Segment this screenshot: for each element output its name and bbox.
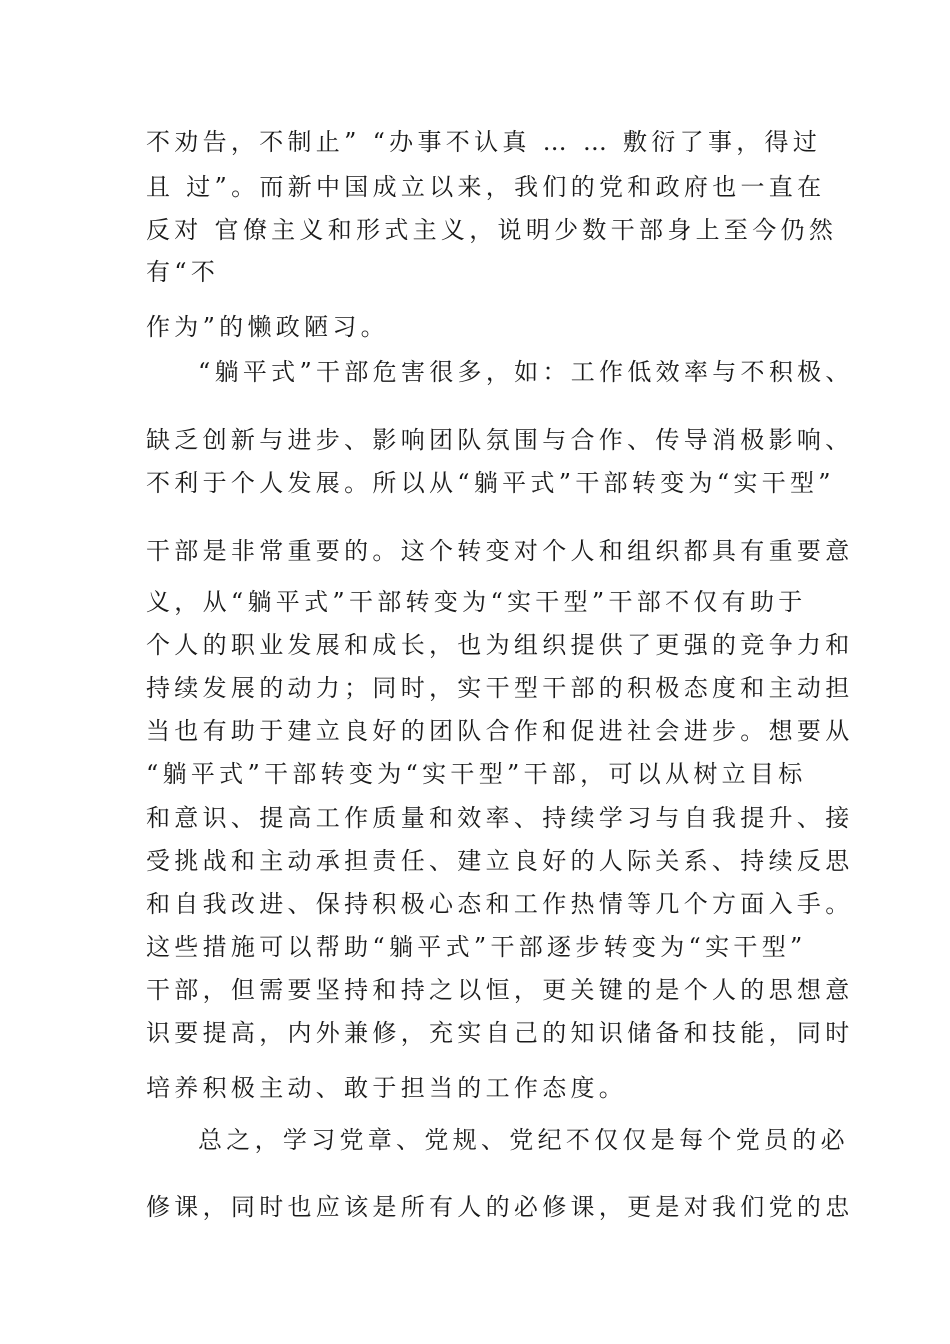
text-line: 有“不: [146, 258, 220, 286]
text-line: “躺平式”干部转变为“实干型”干部，可以从树立目标: [146, 760, 807, 788]
text-line: 不劝告，不制止” “办事不认真 … … 敷衍了事，得过: [146, 128, 822, 156]
text-line: 和自我改进、保持积极心态和工作热情等几个方面入手。: [146, 890, 854, 918]
paragraph-first-line: 总之，学习党章、党规、党纪不仅仅是每个党员的必: [198, 1126, 849, 1154]
text-line: 且 过”。而新中国成立以来，我们的党和政府也一直在: [146, 173, 826, 201]
text-line: 个人的职业发展和成长，也为组织提供了更强的竞争力和: [146, 631, 854, 659]
text-line: 培养积极主动、敢于担当的工作态度。: [146, 1074, 628, 1102]
text-line: 当也有助于建立良好的团队合作和促进社会进步。想要从: [146, 717, 854, 745]
text-line: 修课，同时也应该是所有人的必修课，更是对我们党的忠: [146, 1193, 854, 1221]
text-line: 不利于个人发展。所以从“躺平式”干部转变为“实干型”: [146, 469, 835, 497]
text-line: 义，从“躺平式”干部转变为“实干型”干部不仅有助于: [146, 588, 807, 616]
text-line: 这些措施可以帮助“躺平式”干部逐步转变为“实干型”: [146, 933, 807, 961]
text-line: 受挑战和主动承担责任、建立良好的人际关系、持续反思: [146, 847, 854, 875]
text-line: 缺乏创新与进步、影响团队氛围与合作、传导消极影响、: [146, 426, 854, 454]
text-line: 干部，但需要坚持和持之以恒，更关键的是个人的思想意: [146, 976, 854, 1004]
text-line: 和意识、提高工作质量和效率、持续学习与自我提升、接: [146, 804, 854, 832]
paragraph-first-line: “躺平式”干部危害很多，如：工作低效率与不积极、: [198, 358, 854, 386]
text-line: 反对 官僚主义和形式主义，说明少数干部身上至今仍然: [146, 216, 838, 244]
text-line: 作为”的懒政陋习。: [146, 313, 389, 341]
text-line: 持续发展的动力；同时，实干型干部的积极态度和主动担: [146, 674, 854, 702]
text-line: 干部是非常重要的。这个转变对个人和组织都具有重要意: [146, 537, 854, 565]
text-line: 识要提高，内外兼修，充实自己的知识储备和技能，同时: [146, 1019, 854, 1047]
